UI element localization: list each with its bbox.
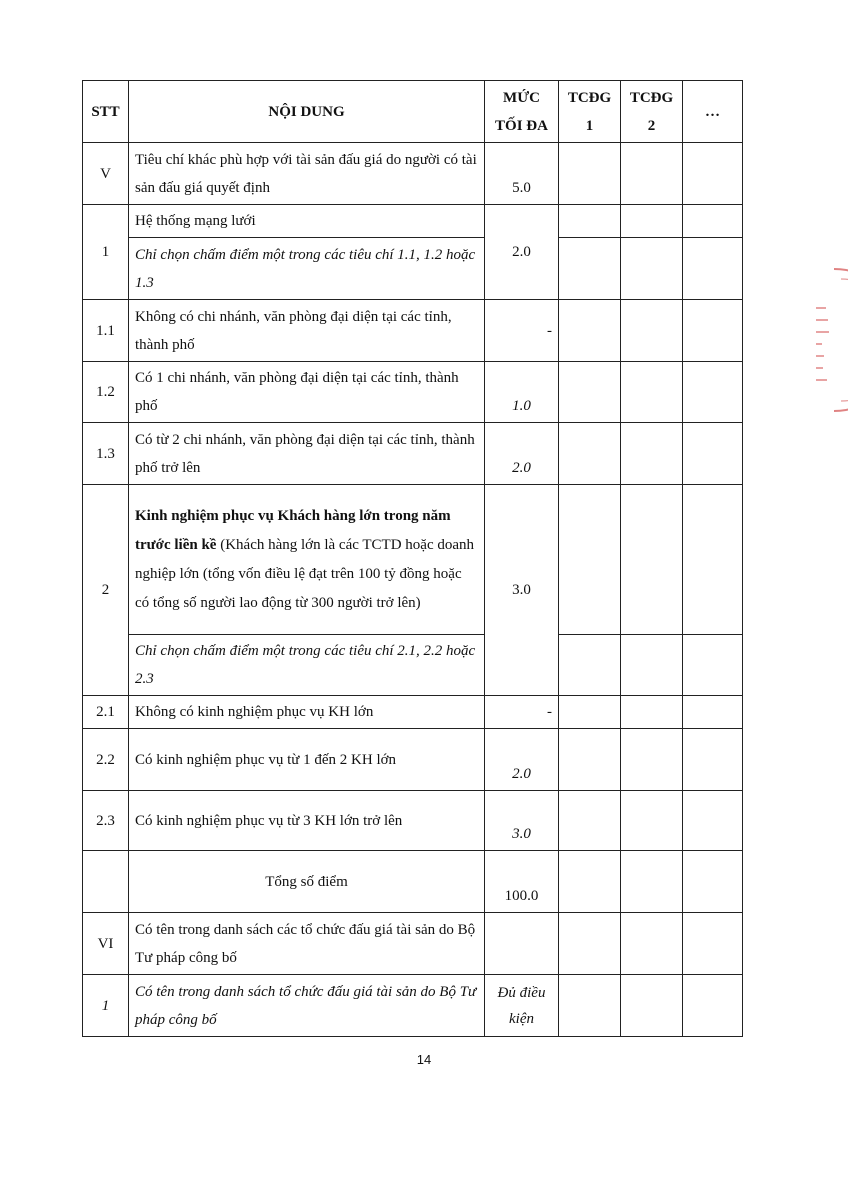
table-row: [83, 635, 743, 696]
header-max-score: MỨC TỐI ĐA: [485, 81, 559, 143]
table-row: [83, 791, 743, 851]
table-row: [83, 205, 743, 238]
row-stt: 1.3: [83, 423, 129, 485]
total-max: 100.0: [485, 851, 559, 913]
page-number: 14: [416, 1052, 432, 1067]
row-content: Có tên trong danh sách tổ chức đấu giá tài sản do Bộ Tư pháp công bố: [129, 975, 485, 1037]
row-content: Hệ thống mạng lưới: [129, 205, 485, 238]
row-max: Đủ điều kiện: [485, 975, 559, 1037]
row-content: Có 1 chi nhánh, văn phòng đại diện tại các tỉnh, thành phố: [129, 362, 485, 423]
stamp-fragment-icon: [808, 265, 848, 415]
table-row: [83, 913, 743, 975]
row-max: -: [485, 300, 559, 362]
row-stt: 1.2: [83, 362, 129, 423]
row-content: Tiêu chí khác phù hợp với tài sản đấu giá do người có tài sản đấu giá quyết định: [129, 143, 485, 205]
table-row: [83, 696, 743, 729]
row-stt: V: [83, 143, 129, 205]
row-max: 5.0: [485, 143, 559, 205]
table-row: [83, 485, 743, 635]
table-row: [83, 143, 743, 205]
table-header-row: [83, 81, 743, 143]
row-content: Có kinh nghiệm phục vụ từ 3 KH lớn trở lên: [129, 791, 485, 851]
row-stt: VI: [83, 913, 129, 975]
row-stt: 1: [83, 205, 129, 300]
header-tcdg-2: TCĐG 2: [621, 81, 683, 143]
row-stt: 2.1: [83, 696, 129, 729]
criteria-table: [82, 80, 743, 1037]
row-content: Không có chi nhánh, văn phòng đại diện tại các tỉnh, thành phố: [129, 300, 485, 362]
header-content: NỘI DUNG: [129, 81, 485, 143]
table-row: [83, 729, 743, 791]
row-stt: 2: [83, 485, 129, 696]
table-row: [83, 975, 743, 1037]
row-note: Chỉ chọn chấm điểm một trong các tiêu chí 1.1, 1.2 hoặc 1.3: [129, 238, 485, 300]
table-row: [83, 362, 743, 423]
row-content: Kinh nghiệm phục vụ Khách hàng lớn trong năm trước liền kề (Khách hàng lớn là các TCTD hoặc doanh nghiệp lớn (tổng vốn điều lệ đạt trên 100 tỷ đồng hoặc có tổng số người lao động từ 300 người trở lên): [129, 485, 485, 635]
header-tcdg-1: TCĐG 1: [559, 81, 621, 143]
row-stt: 2.2: [83, 729, 129, 791]
row-content: Có từ 2 chi nhánh, văn phòng đại diện tại các tỉnh, thành phố trở lên: [129, 423, 485, 485]
row-max: 2.0: [485, 205, 559, 300]
total-label: Tổng số điểm: [129, 851, 485, 913]
table-row: [83, 300, 743, 362]
row-note: Chỉ chọn chấm điểm một trong các tiêu chí 2.1, 2.2 hoặc 2.3: [129, 635, 485, 696]
row-max: -: [485, 696, 559, 729]
row-stt: 2.3: [83, 791, 129, 851]
row-max: 1.0: [485, 362, 559, 423]
row-stt: 1: [83, 975, 129, 1037]
row-max: 3.0: [485, 485, 559, 696]
total-row: [83, 851, 743, 913]
table-row: [83, 423, 743, 485]
header-stt: STT: [83, 81, 129, 143]
row-max: 2.0: [485, 729, 559, 791]
row-max: 2.0: [485, 423, 559, 485]
row-max: 3.0: [485, 791, 559, 851]
row-content: Có kinh nghiệm phục vụ từ 1 đến 2 KH lớn: [129, 729, 485, 791]
header-more: …: [683, 81, 743, 143]
row-content: Không có kinh nghiệm phục vụ KH lớn: [129, 696, 485, 729]
row-content: Có tên trong danh sách các tổ chức đấu giá tài sản do Bộ Tư pháp công bố: [129, 913, 485, 975]
row-stt: 1.1: [83, 300, 129, 362]
table-row: [83, 238, 743, 300]
